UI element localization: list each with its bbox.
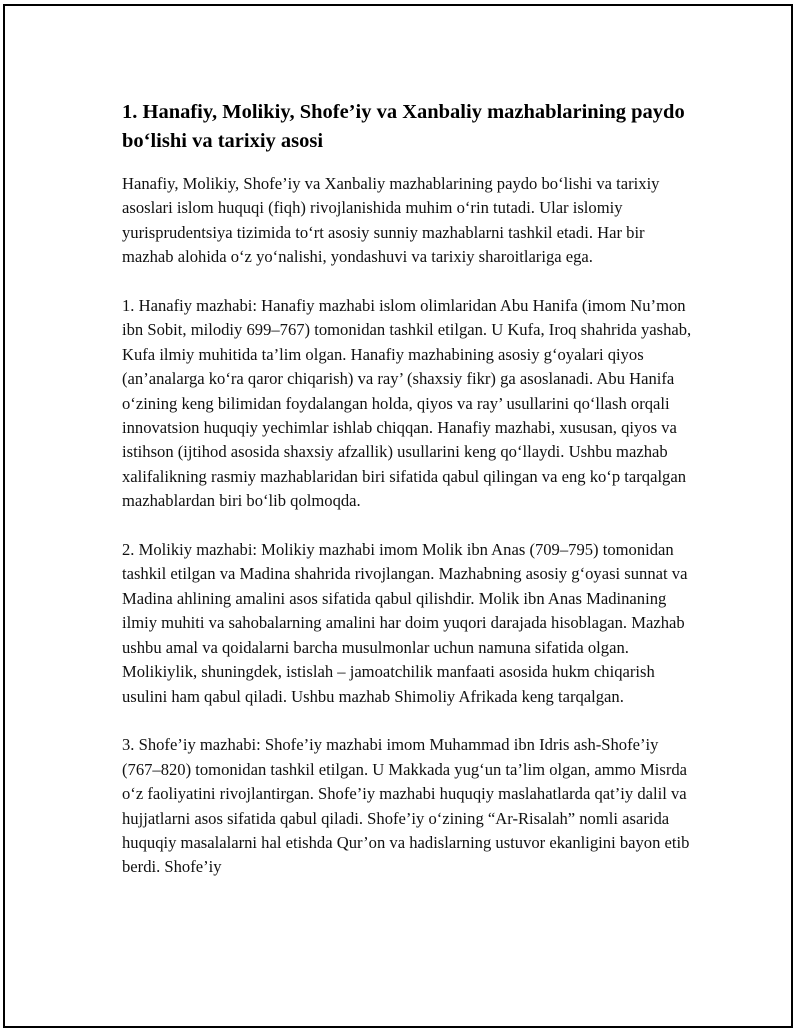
document-body [122, 98, 692, 904]
paragraph-hanafiy: 1. Hanafiy mazhabi: Hanafiy mazhabi islom olimlaridan Abu Hanifa (imom Nu’mon ibn Sobit, milodiy 699–767) tomonidan tashkil etilgan. U Kufa, Iroq shahrida yashab, Kufa ilmiy muhitida ta’lim olgan. Hanafiy mazhabining asosiy g‘oyalari qiyos (an’analarga ko‘ra qaror chiqarish) va ray’ (shaxsiy fikr) ga asoslanadi. Abu Hanifa o‘zining keng bilimidan foydalangan holda, qiyos va ray’ usullarini qo‘llash orqali innovatsion huquqiy yechimlar ishlab chiqqan. Hanafiy mazhabi, xususan, qiyos va istihson (ijtihod asosida shaxsiy afzallik) usullarini keng qo‘llaydi. Ushbu mazhab xalifalikning rasmiy mazhablaridan biri sifatida qabul qilingan va eng ko‘p tarqalgan mazhablardan biri bo‘lib qolmoqda. [122, 296, 692, 511]
paragraph-intro: Hanafiy, Molikiy, Shofe’iy va Xanbaliy mazhablarining paydo bo‘lishi va tarixiy asoslari islom huquqi (fiqh) rivojlanishida muhim o‘rin tutadi. Ular islomiy yurisprudentsiya tizimida to‘rt asosiy sunniy mazhablarni tashkil etadi. Har bir mazhab alohida o‘z yo‘nalishi, yondashuvi va tarixiy sharoitlariga ega. [122, 174, 660, 267]
page-frame [3, 4, 793, 1028]
paragraph-molikiy: 2. Molikiy mazhabi: Molikiy mazhabi imom Molik ibn Anas (709–795) tomonidan tashkil etilgan va Madina shahrida rivojlangan. Mazhabning asosiy g‘oyasi sunnat va Madina ahlining amalini asos sifatida qabul qilishdir. Molik ibn Anas Madinaning ilmiy muhiti va sahobalarning amalini har doim yuqori darajada hisoblagan. Mazhab ushbu amal va qoidalarni barcha musulmonlar uchun namuna sifatida olgan. Molikiylik, shuningdek, istislah – jamoatchilik manfaati asosida hukm chiqarish usulini ham qabul qiladi. Ushbu mazhab Shimoliy Afrikada keng tarqalgan. [122, 540, 688, 706]
paragraph-shofeiy: 3. Shofe’iy mazhabi: Shofe’iy mazhabi imom Muhammad ibn Idris ash-Shofe’iy (767–820) tomonidan tashkil etilgan. U Makkada yug‘un ta’lim olgan, ammo Misrda o‘z faoliyatini rivojlantirgan. Shofe’iy mazhabi huquqiy maslahatlarda qat’iy dalil va hujjatlarni asos sifatida qabul qiladi. Shofe’iy o‘zining “Ar-Risalah” nomli asarida huquqiy masalalarni hal etishda Qur’on va hadislarning ustuvor ekanligini bayon etib berdi. Shofe’iy [122, 735, 690, 877]
document-title: 1. Hanafiy, Molikiy, Shofe’iy va Xanbaliy mazhablarining paydo bo‘lishi va tarixiy asosi [122, 101, 685, 152]
